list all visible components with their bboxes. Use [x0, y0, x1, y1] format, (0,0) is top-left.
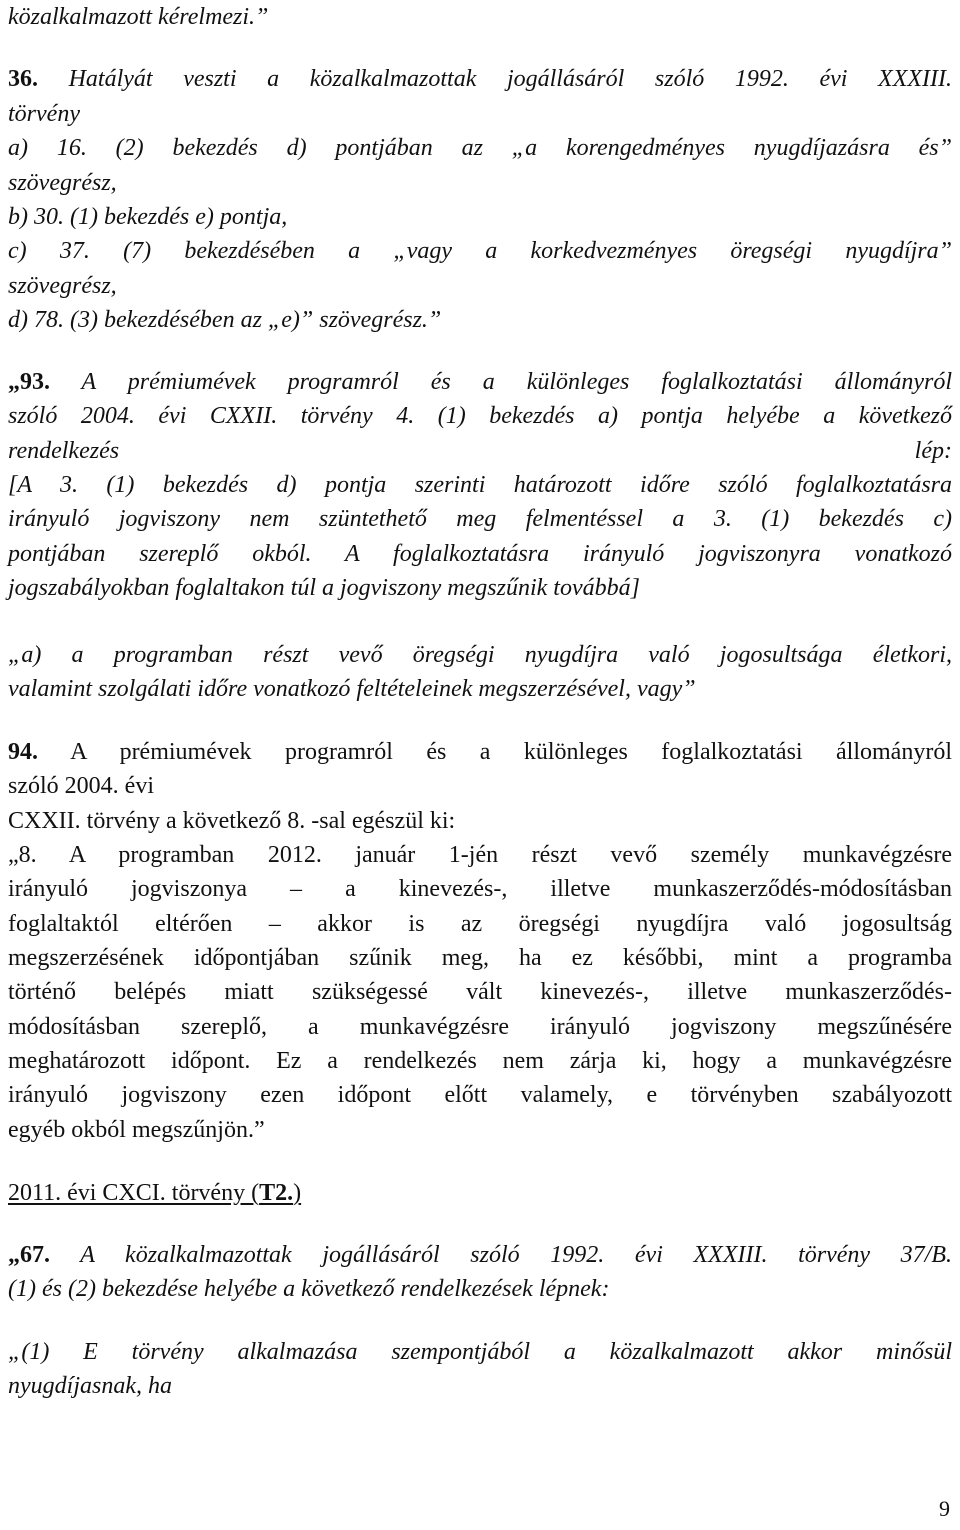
text-run: szövegrész, [8, 273, 117, 299]
text-line [8, 1335, 952, 1369]
text-line [8, 735, 952, 769]
page-number: 9 [939, 1496, 950, 1521]
text-line [8, 234, 952, 268]
text-line [8, 838, 952, 872]
text-line [8, 571, 640, 605]
text-line [8, 434, 952, 468]
text-run: ) [293, 1180, 302, 1206]
text-run: jogszabályokban foglaltakon túl a jogviszony megszűnik továbbá] [8, 575, 640, 601]
text-line [8, 672, 696, 706]
text-run: irányuló jogviszony ezen időpont előtt valamely, e törvényben szabályozott [8, 1082, 952, 1108]
text-run: [A 3. (1) bekezdés d) pontja szerinti határozott időre szóló foglalkoztatásra [8, 472, 952, 498]
text-run: közalkalmazott kérelmezi.” [8, 4, 269, 30]
text-run: A prémiumévek programról és a különleges foglalkoztatási állományról [50, 369, 952, 395]
text-run: irányuló jogviszonya – a kinevezés-, illetve munkaszerződés-módosításban [8, 876, 952, 902]
text-run: 36. [8, 66, 38, 92]
text-run: irányuló jogviszony nem szüntethető meg felmentéssel a 3. (1) bekezdés c) [8, 506, 952, 532]
text-run: „(1) E törvény alkalmazása szempontjából a közalkalmazott akkor minősül [8, 1339, 952, 1365]
text-run: CXXII. törvény a következő 8. -sal egészül ki: [8, 808, 456, 834]
text-run: rendelkezés lép: [8, 438, 952, 464]
text-run: pontjában szereplő okból. A foglalkoztatásra irányuló jogviszonyra vonatkozó [8, 541, 952, 567]
text-line [8, 975, 952, 1009]
text-line [8, 97, 80, 131]
text-run: történő belépés miatt szükségessé vált kinevezés-, illetve munkaszerződés- [8, 979, 952, 1005]
text-line [8, 537, 952, 571]
text-run: A prémiumévek programról és a különleges foglalkoztatási állományról [38, 739, 952, 765]
text-run: 2011. évi CXCI. törvény ( [8, 1180, 260, 1206]
text-line [8, 399, 952, 433]
text-run: szóló 2004. évi [8, 773, 154, 799]
text-line [8, 1272, 609, 1306]
text-run: „67. [8, 1242, 50, 1268]
text-line [8, 200, 287, 234]
text-run: meghatározott időpont. Ez a rendelkezés nem zárja ki, hogy a munkavégzésre [8, 1048, 952, 1074]
text-line [8, 638, 952, 672]
text-run: „93. [8, 369, 50, 395]
text-run: Hatályát veszti a közalkalmazottak jogállásáról szóló 1992. évi XXXIII. [38, 66, 952, 92]
text-run: a) 16. (2) bekezdés d) pontjában az „a korengedményes nyugdíjazásra és” [8, 135, 952, 161]
text-line [8, 303, 441, 337]
text-line [8, 468, 952, 502]
text-line [8, 1113, 265, 1147]
text-run: foglaltaktól eltérően – akkor is az öregségi nyugdíjra való jogosultság [8, 911, 952, 937]
text-line [8, 1044, 952, 1078]
text-run: (1) és (2) bekezdése helyébe a következő rendelkezések lépnek: [8, 1276, 610, 1302]
text-run: „8. A programban 2012. január 1-jén részt vevő személy munkavégzésre [8, 842, 952, 868]
text-run: 94. [8, 739, 38, 765]
text-line [8, 907, 952, 941]
text-run: „a) a programban részt vevő öregségi nyugdíjra való jogosultsága életkori, [8, 642, 952, 668]
text-line [8, 1078, 952, 1112]
text-line [8, 269, 117, 303]
text-run: egyéb okból megszűnjön.” [8, 1117, 265, 1143]
text-line [8, 941, 952, 975]
text-run: nyugdíjasnak, ha [8, 1373, 172, 1399]
text-line [8, 0, 268, 34]
text-run: szóló 2004. évi CXXII. törvény 4. (1) bekezdés a) pontja helyébe a következő [8, 403, 952, 429]
text-line [8, 1238, 952, 1272]
text-run: szövegrész, [8, 170, 117, 196]
text-line [8, 502, 952, 536]
text-run: c) 37. (7) bekezdésében a „vagy a korkedvezményes öregségi nyugdíjra” [8, 238, 952, 264]
text-run: valamint szolgálati időre vonatkozó feltételeinek megszerzésével, vagy” [8, 676, 696, 702]
text-line [8, 872, 952, 906]
text-run: T2. [259, 1180, 294, 1206]
text-line [8, 166, 117, 200]
text-line [8, 1369, 172, 1403]
text-line [8, 1010, 952, 1044]
text-line [8, 769, 154, 803]
text-run: törvény [8, 101, 80, 127]
text-line [8, 131, 952, 165]
text-run: A közalkalmazottak jogállásáról szóló 1992. évi XXXIII. törvény 37/B. [50, 1242, 952, 1268]
text-line [8, 1176, 301, 1210]
text-line [8, 804, 455, 838]
text-run: módosításban szereplő, a munkavégzésre irányuló jogviszony megszűnésére [8, 1014, 952, 1040]
text-line [8, 365, 952, 399]
text-run: b) 30. (1) bekezdés e) pontja, [8, 204, 288, 230]
text-run: megszerzésének időpontjában szűnik meg, ha ez későbbi, mint a programba [8, 945, 952, 971]
text-line [8, 62, 952, 96]
text-run: d) 78. (3) bekezdésében az „e)” szövegrész.” [8, 307, 442, 333]
